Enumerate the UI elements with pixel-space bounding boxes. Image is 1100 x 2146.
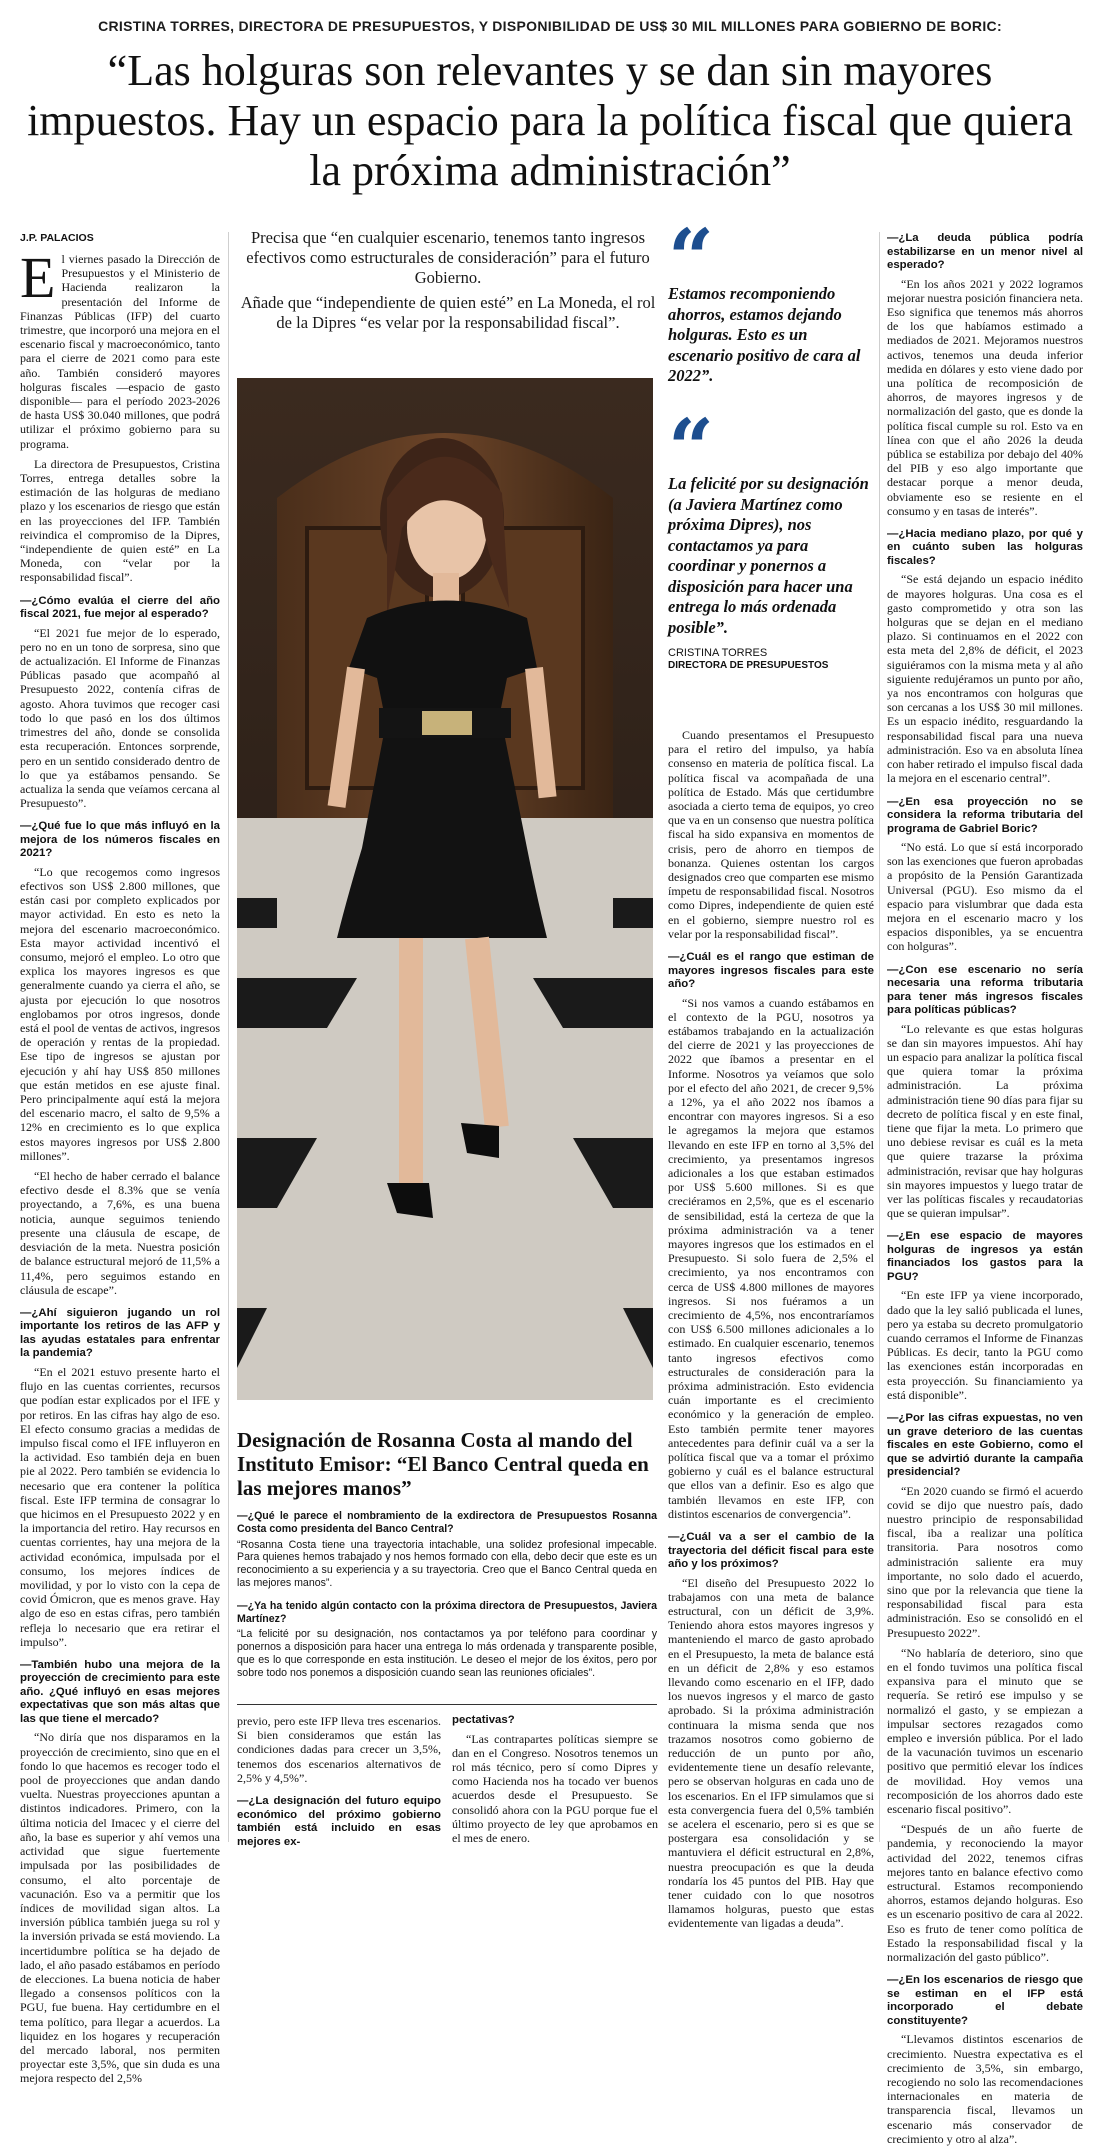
- interview-answer: “No diría que nos disparamos en la proyección de crecimiento, sino que en el fondo lo que hacemos es recoger todo el pool de proyecciones que andan dando vuelta. Nuestras proyecciones apuntan a distintos indicadores. Primero, con la última noticia del Imacec y el cierre del año, la base es superior y ahí vemos una actividad que sigue fuertemente impulsada por las posibilidades de consumo, el alto porcentaje de vacunación. Eso va a permitir que los índices de movilidad sigan altos. La inversión pública también juega su rol y la inversión privada se está moviendo. La incertidumbre política se ha dejado de lado, el año pasado estábamos en período de elecciones. La buena noticia de haber llegado a consensos políticos con la PGU, fue buena. Hay certidumbre en el tema político, para llegar a acuerdos. La liquidez en los hogares y recuperación del mercado laboral, nos permiten proyectar este 3,5%, que sin duda es una mejora respecto del 2,5%: [20, 1730, 220, 2086]
- intro-paragraph: l viernes pasado la Dirección de Presupuestos y el Ministerio de Hacienda realizaron la presentación del Informe de Finanzas Públicas (IFP) del cuarto trimestre, que incorporó una mejora en el escenario fiscal y macroeconómico, tanto para el cierre de 2021 como para este año. También consideró mayores holguras fiscales —espacio de gasto disponible— para el período 2023-2026 de hasta US$ 30.040 millones, que podrá utilizar el próximo gobierno para su programa.: [20, 252, 220, 451]
- interview-answer: “Llevamos distintos escenarios de crecimiento. Nuestra expectativa es el crecimiento de 3,5%, sin embargo, recogiendo no solo las recomendaciones internacionales en materia de transparencia fiscal, llevamos un escenario más conservador de crecimiento y otro al alza”.: [887, 2032, 1083, 2146]
- sidebar-answer: “Rosanna Costa tiene una trayectoria intachable, una solidez profesional impecable. Para quienes hemos trabajado y nos hemos formado con ella, debo decir que este es un reconocimiento a su experiencia y a su trayectoria. Creo que el Banco Central queda en las mejores manos”.: [237, 1538, 657, 1589]
- interview-question: —¿En los escenarios de riesgo que se estiman en el IFP está incorporado el debate constituyente?: [887, 1974, 1083, 2027]
- interview-answer: “Las contrapartes políticas siempre se dan en el Congreso. Nosotros tenemos un rol más técnico, pero sí como Dipres y como Hacienda nos ha tocado ver buenos acuerdos desde el Presupuesto. Se consolidó ahora con la PGU porque fue el último proyecto de ley que aprobamos en el mes de enero.: [452, 1731, 658, 1845]
- lead-summary: [237, 228, 659, 338]
- interview-answer: “El hecho de haber cerrado el balance efectivo desde el 8.3% que se venía proyectando, a 7,6%, es una buena noticia, aunque seguimos teniendo presente una cláusula de escape, de desviación de la meta. Nuestra posición de balance estructural mejoró de 11,5% a 11,4%, pero seguimos estando en cláusula de escape”.: [20, 1169, 220, 1297]
- interview-answer: “El 2021 fue mejor de lo esperado, pero no en un tono de sorpresa, sino que de actualización. El Informe de Finanzas Públicas pasado que acompañó al Presupuesto 2022, contenía cifras de agosto. Ahora tuvimos que recoger casi todo lo que pasó en los dos últimos trimestres del año, donde se consolida esta recuperación. Entonces sorprende, pero en un sentido considerado dentro de lo que ya estábamos pensando. Se actualiza la senda que veíamos cercana al Presupuesto”.: [20, 625, 220, 811]
- interview-answer: “El diseño del Presupuesto 2022 lo trabajamos con una meta de balance estructural, con un déficit de 3,9%. Teniendo ahora estos mayores ingresos y manteniendo el marco de gasto aprobado en el Presupuesto, la meta de balance está en un déficit de 2,8% y eso estamos llevando como escenario en el IFP, dado los nuevos ingresos y el marco de gasto aprobado. Si la próxima administración continuara la misma senda que nos trazamos nosotros como gobierno de reducción de un punto por año, evidentemente tiene un desafío relevante, pero se observan holguras en cada uno de los escenarios. En el IFP simulamos que si esta convergencia fuera del 0,5% también se acelera el escenario, pero si es que se postergara esa consolidación y se mantuviera el déficit estructural en 2,8%, nuestra preocupación es que la deuda rondaría los 45 puntos del PIB. Hay que tener cuidado con lo que nosotros llamamos holguras, puesto que estas evidentemente van ligadas a deuda”.: [668, 1575, 874, 1931]
- lead-paragraph: Añade que “independiente de quien esté” en La Moneda, el rol de la Dipres “es velar por la responsabilidad fiscal”.: [240, 293, 656, 332]
- pull-quote-text: Estamos recomponiendo ahorros, estamos dejando holguras. Esto es un escenario positivo de cara al 2022”.: [668, 284, 861, 385]
- column-rule: [879, 232, 880, 1842]
- portrait-photo: [237, 378, 653, 1400]
- byline: J.P. PALACIOS: [20, 232, 94, 244]
- interview-answer: “En el 2021 estuvo presente harto el flujo en las cuentas corrientes, recursos que podían estar explicados por el IFE y por retiros. En las cifras hay algo de eso. El efecto consumo gracias a medidas de impulso fiscal como el IFE influyeron en la actividad. Eso también deja en buen pie al 2022. Pero también se evidencia lo necesario que era contener la política fiscal. Este IFP termina de consagrar lo que hicimos en el Presupuesto 2022 y en la importancia del retiro. Hay recursos en cuentas corrientes, hay una mejora de la actividad económica, impulsada por el consumo, los mejores índices de movilidad, y por lo visto con la cepa de covid Ómicron, que es menos grave. Hay algo de eso en estas cifras, pero también refleja lo necesario que era retirar el impulso”.: [20, 1364, 220, 1649]
- interview-answer: “Se está dejando un espacio inédito de mayores holguras. Una cosa es el gasto comprometido y otra son las holguras que se dejan en el mediano plazo. Si continuamos en el 2022 con esta meta del 2,8% de déficit, el 2023 siguiéramos con la misma meta y al año siguiente redujéramos un punto por año, ya nos encontramos con holguras que son cercanas a los US$ 30 mil millones. Es un espacio inédito, resguardando la responsabilidad fiscal para una nueva administración. Eso va en absoluta línea con haber retirado el impulso fiscal dada la mejora en el escenario central”.: [887, 572, 1083, 786]
- interview-question: —¿Ahí siguieron jugando un rol importante los retiros de las AFP y las ayudas estatales para enfrentar la pandemia?: [20, 1306, 220, 1360]
- interview-answer: “No está. Lo que sí está incorporado son las exenciones que fueron aprobadas a propósito de la Pensión Garantizada Universal (PGU). Eso mismo da el espacio para vislumbrar que dada esta mejora en el escenario macro y los espacios disponibles, ya se encuentra con holguras”.: [887, 840, 1083, 954]
- paragraph: Cuando presentamos el Presupuesto para el retiro del impulso, ya había consenso en materia de política fiscal. La política fiscal va acompañada de una política de Estado. Más que certidumbre asociada a cierto tema de equipos, yo creo que va en un consenso que nuestra política fiscal ha sido expansiva en momentos de crisis, pero de ahorro en tiempos de bonanza. Quienes ostentan los cargos designados creo que comparten ese mismo ímpetu de responsabilidad fiscal. Nosotros como Dipres, independiente de quien esté en el gobierno, siempre nuestro rol es velar por la responsabilidad fiscal”.: [668, 728, 874, 941]
- sidebar-question: —¿Ya ha tenido algún contacto con la próxima directora de Presupuestos, Javiera Martínez?: [237, 1599, 657, 1625]
- interview-question: —¿Cuál va a ser el cambio de la trayectoria del déficit fiscal para este año y los próximos?: [668, 1531, 874, 1571]
- interview-question: —¿Con ese escenario no sería necesaria una reforma tributaria para tener más ingresos fiscales para políticas públicas?: [887, 963, 1083, 1017]
- interview-question: —¿Hacia mediano plazo, por qué y en cuánto suben las holguras fiscales?: [887, 527, 1083, 567]
- article-kicker: CRISTINA TORRES, DIRECTORA DE PRESUPUESTOS, Y DISPONIBILIDAD DE US$ 30 MIL MILLONES PARA GOBIERNO DE BORIC:: [98, 18, 1002, 34]
- interview-question: —¿Qué fue lo que más influyó en la mejora de los números fiscales en 2021?: [20, 820, 220, 860]
- pull-quote-attribution-name: CRISTINA TORRES: [668, 647, 768, 659]
- interview-answer: “En los años 2021 y 2022 logramos mejorar nuestra posición financiera neta. Eso significa que tenemos más ahorros de los que habíamos estimado a mediados de 2021. Mejoramos nuestros activos, tenemos una deuda inferior medida en dólares y esto viene dado por una política de recomposición de ahorros, de mayores ingresos y de normalización del gasto, que es donde la política fiscal cumple su rol. Esto va en línea con que el año 2026 la deuda pública se estabiliza por debajo del 40% del PIB y eso algo importante que destacar porque a menor deuda, obviamente eso se resiente en el consumo y en tasas de interés”.: [887, 276, 1083, 518]
- interview-answer: “Lo relevante es que estas holguras se dan sin mayores impuestos. Ahí hay un espacio para analizar la política fiscal que quiera tomar la próxima administración. La próxima administración tiene 90 días para fijar su decreto de política fiscal y en este final, tiene que fijar la meta. Lo primero que uno debiese revisar es cuál es la meta que quiere trazarse la próxima administración, revisar que hay holguras sin mayores impuestos y luego tratar de ver las políticas fiscales y recaudatorias que se quieran impulsar”.: [887, 1021, 1083, 1221]
- pull-quote-attribution-role: DIRECTORA DE PRESUPUESTOS: [668, 660, 829, 671]
- interview-question: —También hubo una mejora de la proyección de crecimiento para este año. ¿Qué influyó en esas mejores expectativas que son más altas que las que tiene el mercado?: [20, 1658, 220, 1725]
- interview-question: —¿En esa proyección no se considera la reforma tributaria del programa de Gabriel Boric?: [887, 795, 1083, 835]
- sidebar-answer: “La felicité por su designación, nos contactamos ya por teléfono para coordinar y ponernos a disposición para hacer una entrega lo más ordenada y transparente posible, que es lo que corresponde en esta institución. Le deseo el mejor de los éxitos, pero por sobre todo nos ponemos a disposición cuando sean las reuniones oficiales”.: [237, 1628, 657, 1679]
- sidebar-title: Designación de Rosanna Costa al mando del Instituto Emisor: “El Banco Central queda en las mejores manos”: [237, 1428, 649, 1500]
- article-headline: “Las holguras son relevantes y se dan sin mayores impuestos. Hay un espacio para la política fiscal que quiera la próxima administración”: [27, 46, 1073, 195]
- column-1: [20, 245, 220, 2086]
- drop-cap: E: [20, 245, 56, 310]
- interview-question: —¿Cuál es el rango que estiman de mayores ingresos fiscales para este año?: [668, 951, 874, 991]
- interview-answer: “No hablaría de deterioro, sino que en el fondo tuvimos una política fiscal expansiva para el minuto que se requería. Se retiró ese impulso y se normalizó el gasto, y se empiezan a impulsar sectores rezagados como empleo e inversión pública. Por el lado de la vacunación tuvimos un escenario positivo que permitió elevar los índices de movilidad. Hoy vemos una recomposición de los ahorros dado este escenario fiscal positivo”.: [887, 1645, 1083, 1817]
- interview-answer: “En este IFP ya viene incorporado, dado que la ley salió publicada el lunes, pero ya estaba su decreto promulgatorio cuando cerramos el Informe de Finanzas Públicas. Es decir, tanto la PGU como las exenciones están incorporadas en esta proyección. Su financiamiento ya está disponible”.: [887, 1288, 1083, 1402]
- bottom-column-b: [452, 1714, 658, 1846]
- interview-answer: “Lo que recogemos como ingresos efectivos son US$ 2.800 millones, que están casi por completo explicados por mayor actividad. En esto es neto la mejora del escenario macroeconómico. Esta mayor actividad incentivó el consumo, mejoró el empleo. Lo otro que explica los mayores ingresos es que generalmente cuando ya cierra el año, se ajusta por ejecución lo que nosotros englobamos por otros ingresos, donde está el pool de ventas de activos, ingresos de operación y rentas de la propiedad. Ese tipo de ingresos se ajustan por ejecución y ahí hay US$ 850 millones que están metidos en ese ajuste final. Pero principalmente aquí está la mejora del escenario macro, el salto de 9,5% a 12% en crecimiento es lo que explica estos mayores ingresos por US$ 2.800 millones”.: [20, 864, 220, 1163]
- interview-answer: “Después de un año fuerte de pandemia, y reconociendo la mayor actividad del 2022, tenemos cifras mejores tanto en balance efectivo como estructural. Estamos recomponiendo ahorros, estamos dejando holguras. Eso es un escenario positivo de cara al 2022. Eso es fruto de tener como política de Estado la responsabilidad fiscal y la normalización del gasto público”.: [887, 1822, 1083, 1965]
- interview-question: —¿La designación del futuro equipo económico del próximo gobierno también está incluido en esas mejores ex-: [237, 1795, 441, 1848]
- paragraph: previo, pero este IFP lleva tres escenarios. Si bien consideramos que están las condiciones dadas para crecer un 3,5%, tenemos dos escenarios alternativos de 2,5% y 4,5%”.: [237, 1714, 441, 1785]
- interview-question: —¿En ese espacio de mayores holguras de ingresos ya están financiados los gastos para la PGU?: [887, 1230, 1083, 1283]
- interview-question: —¿Cómo evalúa el cierre del año fiscal 2021, fue mejor al esperado?: [20, 594, 220, 621]
- interview-question: pectativas?: [452, 1714, 515, 1726]
- sidebar-question: —¿Qué le parece el nombramiento de la exdirectora de Presupuestos Rosanna Costa como presidenta del Banco Central?: [237, 1510, 657, 1535]
- sidebar-body: [237, 1510, 657, 1690]
- interview-answer: “En 2020 cuando se firmó el acuerdo covid se dijo que nuestro país, dado nuestro principio de responsabilidad fiscal, iba a realizar una política transitoria. Para nosotros como administración saliente era muy importante, no solo dado el acuerdo, sino que por la relevancia que tiene la responsabilidad fiscal para esta administración. Eso se consolidó en el Presupuesto 2022”.: [887, 1483, 1083, 1640]
- pull-quote-text: La felicité por su designación (a Javiera Martínez como próxima Dipres), nos contactamos ya para coordinar y ponernos a disposición para hacer una entrega lo más ordenada posible”.: [668, 474, 869, 637]
- quote-mark-icon: “: [668, 401, 715, 495]
- interview-answer: “Si nos vamos a cuando estábamos en el contexto de la PGU, nosotros ya estábamos trabajando en la actualización del cierre de 2021 y las proyecciones de 2022 que íbamos a presentar en el Informe. Nosotros ya veíamos que solo por el efecto del año 2021, de crecer 9,5% a 12%, ya el año 2022 nos íbamos a encontrar con mayores ingresos. Si a eso le agregamos la mejora que estamos llevando en este IFP en torno al 3,5% del crecimiento, ya presentamos ingresos adicionales a los que estaban estimados por US$ 5.600 millones. Si es que creciéramos en 2,5%, que es el escenario de sensibilidad, está la certeza de que la próxima administración va a tener mayores ingresos que los estimados en el Presupuesto. Si solo fuera de 2,5% el crecimiento, ya nos encontramos con cerca de US$ 4.800 millones de mayores ingresos. Si nos fuéramos a un crecimiento de 4,5%, nos encontraríamos con US$ 6.500 millones adicionales a lo estimado. En cualquier escenario, tenemos tanto ingresos efectivos como estructurales de consideración para la próxima administración. Esto evidencia cuán importante es el crecimiento económico y la generación de empleo. Esto también permite tener mayores antecedentes para definir cuál va a ser la política fiscal que va a tomar el próximo gobierno y cuál es el balance estructural que ellos van a definir. Eso es algo que también llevamos en este IFP, con distintos escenarios de convergencia”.: [668, 995, 874, 1521]
- column-rule: [228, 232, 229, 1842]
- interview-question: —¿Por las cifras expuestas, no ven un grave deterioro de las cuentas fiscales en este Gobierno, como el que se advirtió durante la campaña presidencial?: [887, 1412, 1083, 1479]
- pull-quote: [668, 401, 874, 672]
- quote-mark-icon: “: [668, 211, 715, 305]
- sidebar-rule: [237, 1704, 657, 1705]
- interview-question: —¿La deuda pública podría estabilizarse en un menor nivel al esperado?: [887, 232, 1083, 271]
- column-4: [887, 232, 1083, 2146]
- pull-quote: [668, 211, 874, 387]
- paragraph: La directora de Presupuestos, Cristina Torres, entrega detalles sobre la estimación de las holguras de mediano plazo y los escenarios de riesgo que están en las proyecciones del IFP. También reivindica el compromiso de la Dipres, “independiente de quien esté” en La Moneda, con “velar por la responsabilidad fiscal”.: [20, 456, 220, 585]
- bottom-column-a: [237, 1714, 441, 1846]
- column-3: [668, 728, 874, 1931]
- lead-paragraph: Precisa que “en cualquier escenario, tenemos tanto ingresos efectivos como estructurales de consideración” para el futuro Gobierno.: [246, 228, 650, 287]
